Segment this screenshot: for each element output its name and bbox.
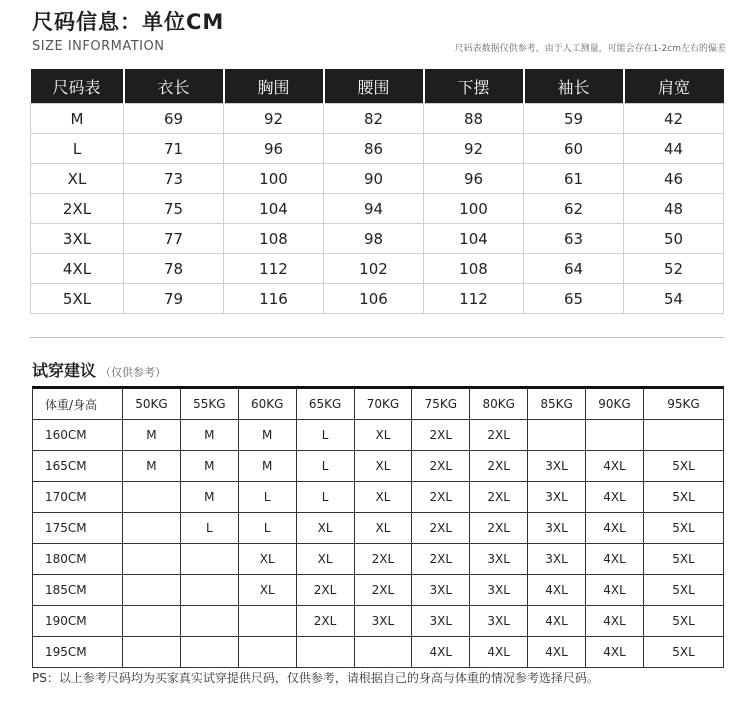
size-table-cell: 94 — [324, 194, 424, 224]
fit-table-cell: 2XL — [354, 575, 412, 606]
fit-table-cell: 4XL — [528, 637, 586, 668]
page-subtitle: SIZE INFORMATION — [32, 39, 165, 54]
fit-table-cell: L — [296, 451, 354, 482]
fit-table-cell: M — [180, 451, 238, 482]
fit-table-cell: XL — [354, 451, 412, 482]
size-table-row — [31, 104, 724, 134]
fit-table-cell — [123, 513, 181, 544]
fit-table-cell: 3XL — [528, 451, 586, 482]
size-table-cell: 108 — [424, 254, 524, 284]
fit-table-column-header: 85KG — [528, 388, 586, 420]
fit-table-cell: 5XL — [644, 544, 724, 575]
size-table-cell: 60 — [524, 134, 624, 164]
fit-table-cell: 5XL — [644, 575, 724, 606]
size-table-cell: 64 — [524, 254, 624, 284]
fit-table-column-header: 75KG — [412, 388, 470, 420]
fit-table-cell: XL — [354, 482, 412, 513]
size-table-cell: 82 — [324, 104, 424, 134]
fit-table-cell: 2XL — [470, 482, 528, 513]
fit-table-body — [33, 420, 724, 668]
size-table-cell: 77 — [124, 224, 224, 254]
fit-table — [32, 386, 724, 668]
fit-table-column-header: 65KG — [296, 388, 354, 420]
fit-table-row — [33, 451, 724, 482]
size-table-cell: 100 — [224, 164, 324, 194]
size-table-column-header: 下摆 — [424, 69, 524, 104]
size-table-cell: 62 — [524, 194, 624, 224]
fit-table-cell: L — [238, 513, 296, 544]
fit-table-column-header: 80KG — [470, 388, 528, 420]
fit-table-column-header: 50KG — [123, 388, 181, 420]
fit-table-row-label: 185CM — [33, 575, 123, 606]
fit-table-cell: 3XL — [528, 544, 586, 575]
fit-table-row-label: 170CM — [33, 482, 123, 513]
fit-table-cell: 3XL — [470, 606, 528, 637]
fit-table-cell: 4XL — [586, 482, 644, 513]
fit-table-row-label: 195CM — [33, 637, 123, 668]
fit-table-cell: 5XL — [644, 637, 724, 668]
fit-table-header — [33, 388, 724, 420]
fit-table-cell: M — [123, 420, 181, 451]
size-table-row-label: 4XL — [31, 254, 124, 284]
size-table-cell: 98 — [324, 224, 424, 254]
size-table-cell: 112 — [224, 254, 324, 284]
size-table-row-label: 5XL — [31, 284, 124, 314]
size-table-row-label: 3XL — [31, 224, 124, 254]
fit-table-cell: 3XL — [528, 513, 586, 544]
section-divider — [30, 337, 724, 338]
fit-table-cell: 3XL — [528, 482, 586, 513]
size-table-column-header: 胸围 — [224, 69, 324, 104]
fit-table-cell — [586, 420, 644, 451]
fit-table-cell: L — [238, 482, 296, 513]
size-table-cell: 59 — [524, 104, 624, 134]
size-table-cell: 75 — [124, 194, 224, 224]
size-table-row — [31, 194, 724, 224]
fit-table-row — [33, 513, 724, 544]
fit-table-cell — [180, 575, 238, 606]
fit-table-row-label: 160CM — [33, 420, 123, 451]
size-table-row — [31, 224, 724, 254]
fit-table-cell — [238, 606, 296, 637]
size-table-cell: 48 — [624, 194, 724, 224]
fit-table-cell: 5XL — [644, 482, 724, 513]
size-table-cell: 102 — [324, 254, 424, 284]
fit-table-cell: 4XL — [528, 575, 586, 606]
fit-table-cell: M — [238, 451, 296, 482]
fit-table-cell: L — [296, 420, 354, 451]
fit-table-cell: 2XL — [470, 451, 528, 482]
size-table — [30, 69, 724, 314]
fit-table-cell: 4XL — [470, 637, 528, 668]
fit-table-cell: XL — [354, 513, 412, 544]
size-table-cell: 100 — [424, 194, 524, 224]
fit-table-cell — [644, 420, 724, 451]
size-table-row — [31, 284, 724, 314]
fit-table-cell: 2XL — [354, 544, 412, 575]
size-table-cell: 42 — [624, 104, 724, 134]
fit-table-cell: 4XL — [586, 544, 644, 575]
size-table-row — [31, 254, 724, 284]
size-table-row-label: M — [31, 104, 124, 134]
fit-table-cell: L — [296, 482, 354, 513]
fit-table-row-label: 180CM — [33, 544, 123, 575]
size-table-body — [31, 104, 724, 314]
fit-table-cell — [238, 637, 296, 668]
fit-table-cell: 2XL — [470, 420, 528, 451]
size-table-cell: 104 — [224, 194, 324, 224]
fit-table-column-header: 70KG — [354, 388, 412, 420]
fit-table-cell — [354, 637, 412, 668]
size-table-cell: 108 — [224, 224, 324, 254]
size-table-cell: 79 — [124, 284, 224, 314]
fit-table-cell: 4XL — [586, 637, 644, 668]
fit-table-cell — [180, 544, 238, 575]
size-table-cell: 104 — [424, 224, 524, 254]
fit-table-cell: 2XL — [412, 420, 470, 451]
size-table-column-header: 衣长 — [124, 69, 224, 104]
fit-table-row — [33, 606, 724, 637]
fit-table-row — [33, 420, 724, 451]
fit-table-column-header: 95KG — [644, 388, 724, 420]
size-table-cell: 71 — [124, 134, 224, 164]
fit-table-cell: 4XL — [528, 606, 586, 637]
fit-table-cell: 5XL — [644, 606, 724, 637]
fit-table-cell: 2XL — [296, 575, 354, 606]
fit-table-row-label: 165CM — [33, 451, 123, 482]
fit-table-cell: 3XL — [354, 606, 412, 637]
fit-table-column-header: 体重/身高 — [33, 388, 123, 420]
fit-table-cell — [123, 575, 181, 606]
fit-table-cell: XL — [296, 544, 354, 575]
size-table-cell: 90 — [324, 164, 424, 194]
size-table-cell: 92 — [424, 134, 524, 164]
fit-table-cell: 3XL — [412, 606, 470, 637]
size-table-row — [31, 134, 724, 164]
fit-table-cell — [180, 637, 238, 668]
fit-table-cell: 3XL — [470, 575, 528, 606]
fit-table-row — [33, 482, 724, 513]
size-table-cell: 92 — [224, 104, 324, 134]
size-table-cell: 86 — [324, 134, 424, 164]
fit-table-cell — [123, 482, 181, 513]
size-table-column-header: 袖长 — [524, 69, 624, 104]
page-title: 尺码信息：单位CM — [32, 10, 225, 34]
size-table-cell: 88 — [424, 104, 524, 134]
fit-table-row — [33, 544, 724, 575]
fit-table-cell: 3XL — [470, 544, 528, 575]
fit-table-cell: 2XL — [412, 544, 470, 575]
fit-table-cell — [180, 606, 238, 637]
size-table-row — [31, 164, 724, 194]
fit-table-row — [33, 575, 724, 606]
size-table-cell: 73 — [124, 164, 224, 194]
fit-table-cell: 4XL — [586, 606, 644, 637]
fit-table-cell: XL — [238, 575, 296, 606]
fit-table-cell: 2XL — [296, 606, 354, 637]
size-table-cell: 69 — [124, 104, 224, 134]
size-table-cell: 46 — [624, 164, 724, 194]
fit-table-cell: 4XL — [586, 451, 644, 482]
fit-table-cell: 2XL — [412, 451, 470, 482]
fit-table-cell: 3XL — [412, 575, 470, 606]
fit-table-cell: 4XL — [412, 637, 470, 668]
fit-table-cell — [528, 420, 586, 451]
size-table-column-header: 尺码表 — [31, 69, 124, 104]
size-table-cell: 61 — [524, 164, 624, 194]
size-table-cell: 106 — [324, 284, 424, 314]
size-table-cell: 96 — [224, 134, 324, 164]
fit-section-hint: （仅供参考） — [100, 366, 167, 379]
size-table-row-label: L — [31, 134, 124, 164]
fit-table-cell: L — [180, 513, 238, 544]
fit-table-cell: 2XL — [412, 482, 470, 513]
measurement-note: 尺码表数据仅供参考，由于人工测量，可能会存在1-2cm左右的偏差 — [454, 44, 726, 54]
size-table-column-header: 腰围 — [324, 69, 424, 104]
fit-table-cell: 2XL — [412, 513, 470, 544]
size-table-cell: 116 — [224, 284, 324, 314]
fit-section-title — [32, 358, 166, 381]
size-table-row-label: XL — [31, 164, 124, 194]
fit-table-cell: M — [180, 482, 238, 513]
size-table-column-header: 肩宽 — [624, 69, 724, 104]
fit-table-column-header: 55KG — [180, 388, 238, 420]
fit-table-cell: XL — [354, 420, 412, 451]
fit-table-cell: M — [180, 420, 238, 451]
fit-table-cell — [296, 637, 354, 668]
fit-table-cell — [123, 544, 181, 575]
fit-table-cell: 4XL — [586, 513, 644, 544]
fit-table-cell: 2XL — [470, 513, 528, 544]
fit-table-cell — [123, 606, 181, 637]
fit-table-cell: 4XL — [586, 575, 644, 606]
fit-table-cell: 5XL — [644, 513, 724, 544]
size-table-cell: 50 — [624, 224, 724, 254]
size-table-cell: 65 — [524, 284, 624, 314]
footer-ps-note: PS：以上参考尺码均为买家真实试穿提供尺码，仅供参考，请根据自己的身高与体重的情况参考选择尺码。 — [32, 671, 599, 685]
fit-table-row-label: 175CM — [33, 513, 123, 544]
size-table-cell: 112 — [424, 284, 524, 314]
fit-table-row — [33, 637, 724, 668]
fit-table-row-label: 190CM — [33, 606, 123, 637]
fit-table-cell: M — [123, 451, 181, 482]
size-table-cell: 52 — [624, 254, 724, 284]
fit-table-cell: XL — [296, 513, 354, 544]
size-table-cell: 44 — [624, 134, 724, 164]
fit-table-column-header: 60KG — [238, 388, 296, 420]
fit-table-column-header: 90KG — [586, 388, 644, 420]
fit-table-cell: M — [238, 420, 296, 451]
size-table-row-label: 2XL — [31, 194, 124, 224]
size-table-cell: 63 — [524, 224, 624, 254]
size-table-cell: 54 — [624, 284, 724, 314]
fit-section-title-text: 试穿建议 — [32, 361, 97, 380]
fit-table-cell: 5XL — [644, 451, 724, 482]
fit-table-cell: XL — [238, 544, 296, 575]
size-table-cell: 96 — [424, 164, 524, 194]
size-table-header — [31, 69, 724, 104]
fit-table-cell — [123, 637, 181, 668]
size-table-cell: 78 — [124, 254, 224, 284]
